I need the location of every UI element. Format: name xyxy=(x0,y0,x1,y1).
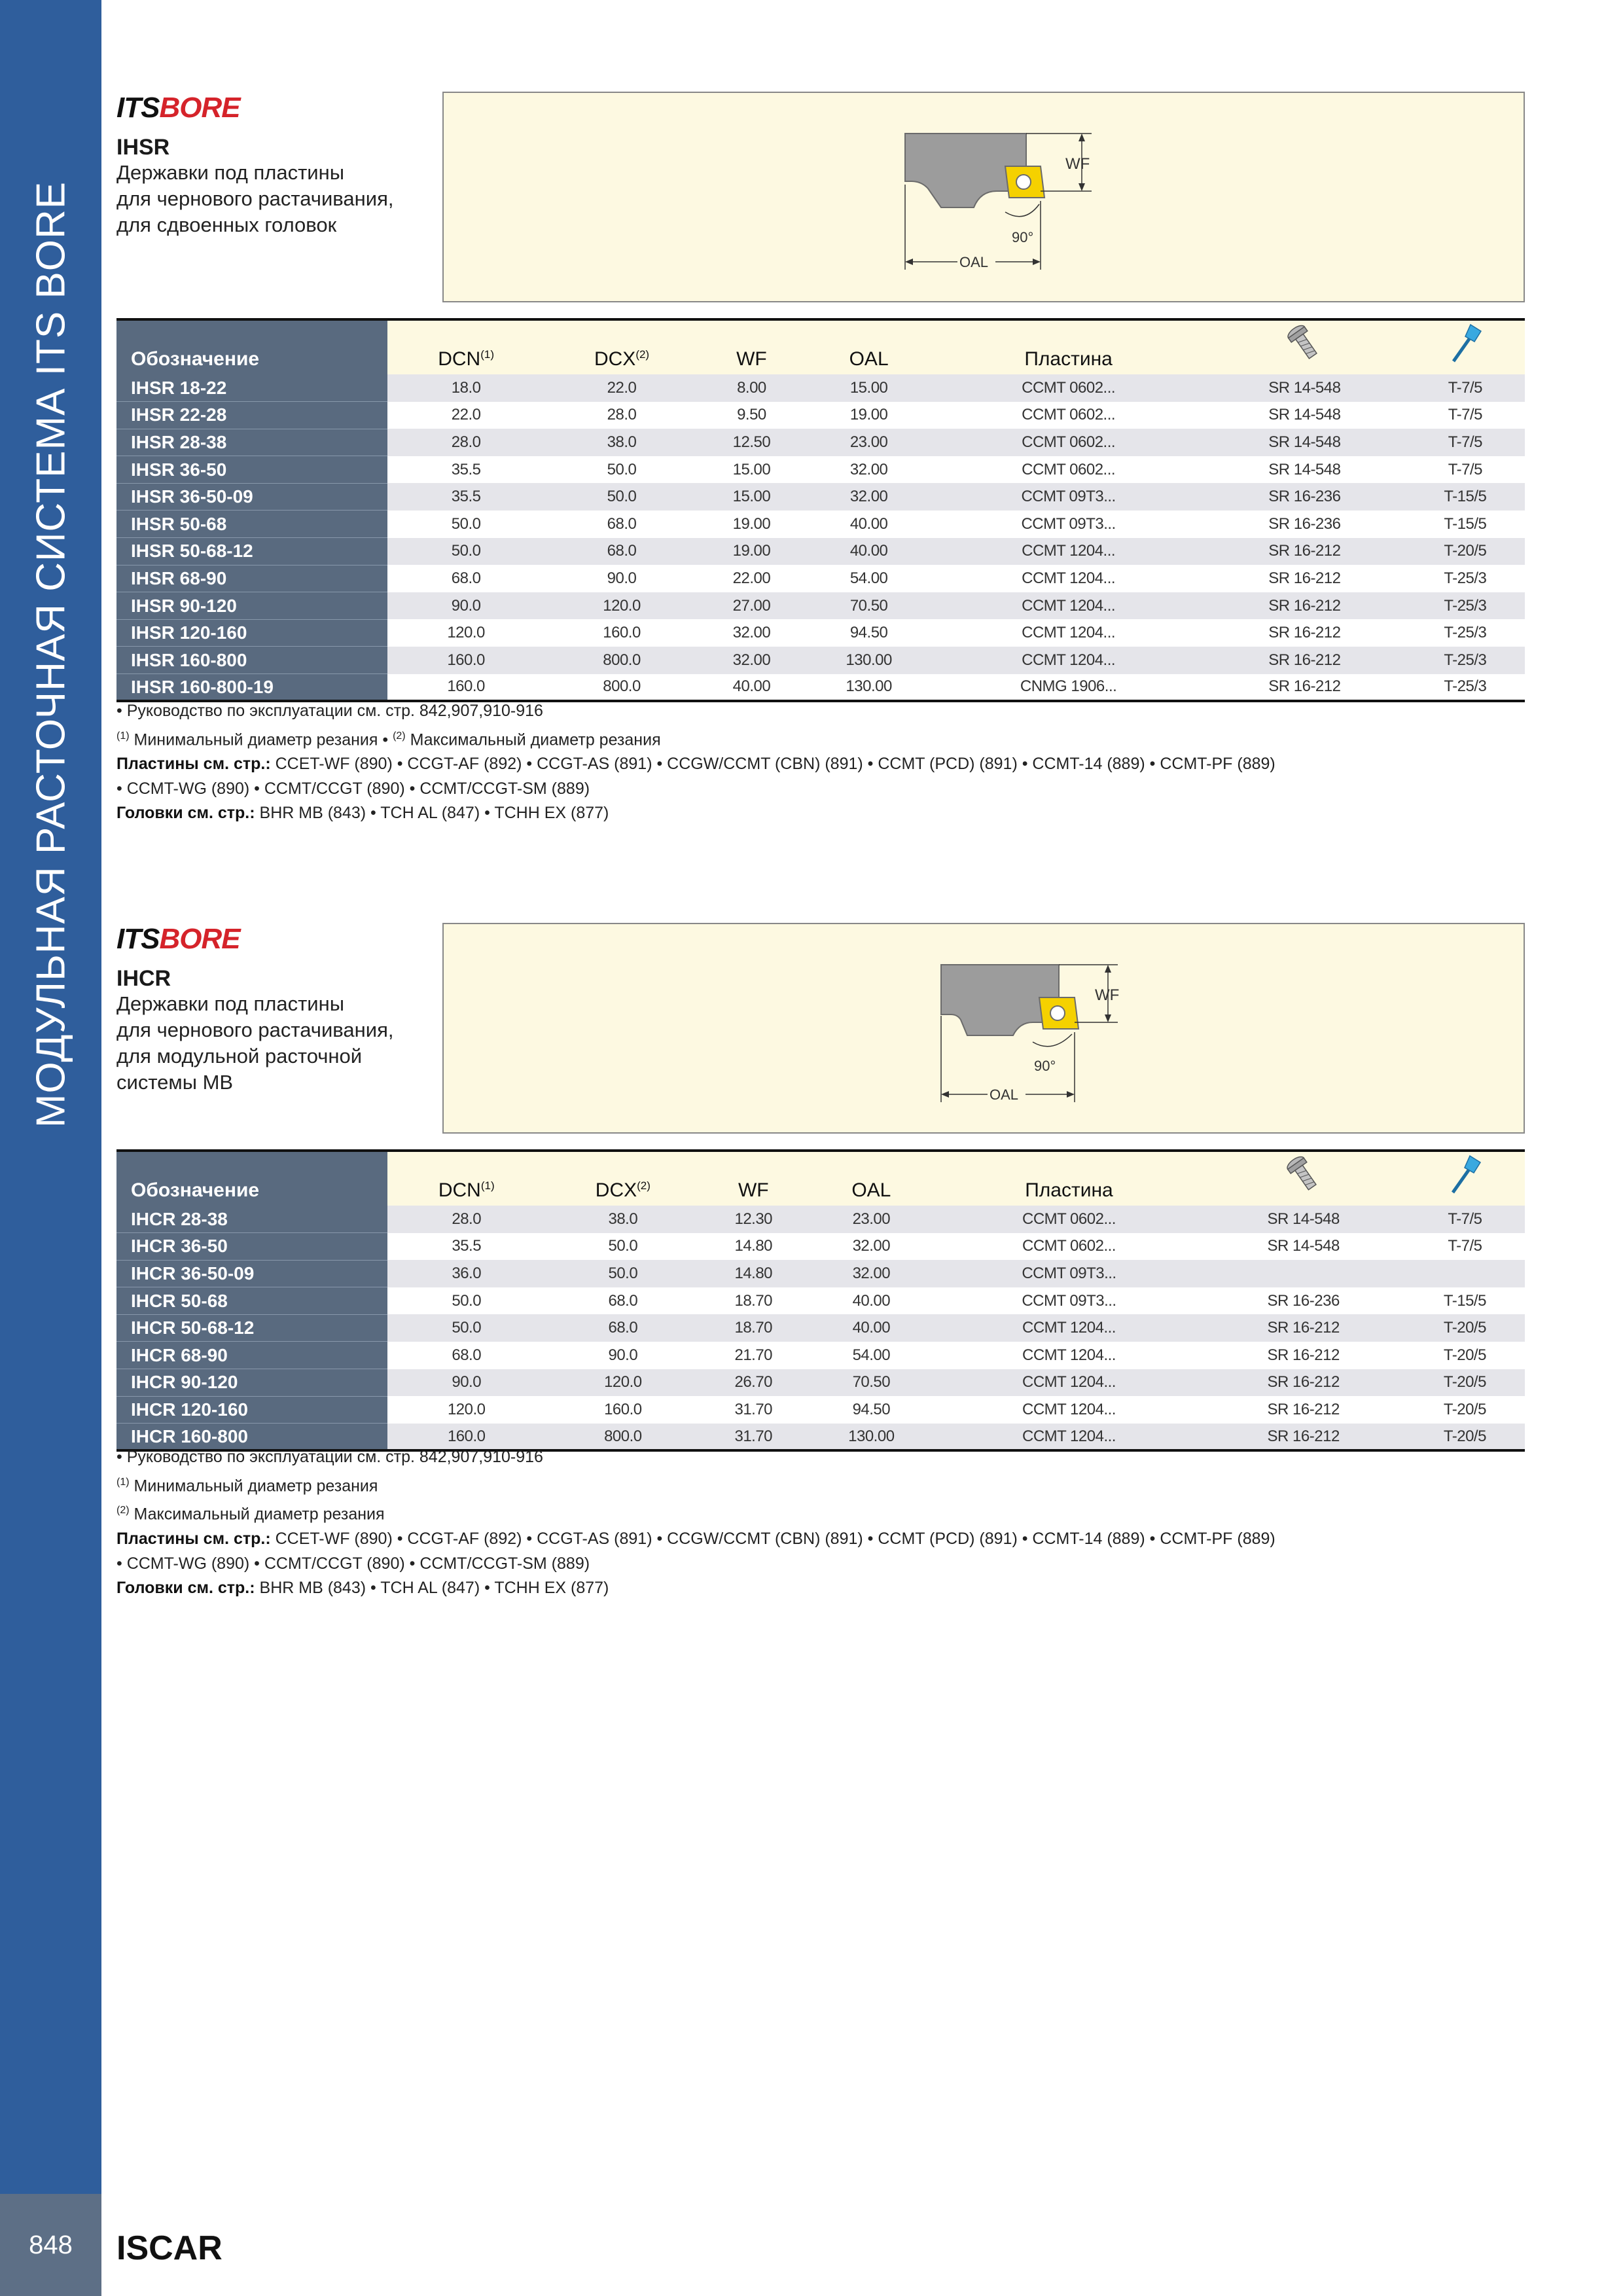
cell: 800.0 xyxy=(544,647,699,674)
cell: 23.00 xyxy=(804,429,933,456)
product-name: IHSR xyxy=(116,135,170,160)
cell: CCMT 09T3... xyxy=(936,1287,1202,1315)
cell: 94.50 xyxy=(806,1396,936,1424)
col-dcn: DCN$^{(1)}$ xyxy=(387,319,544,374)
cell: 32.00 xyxy=(699,647,804,674)
cell: T-20/5 xyxy=(1405,1314,1525,1342)
ihcr-table xyxy=(116,1149,1525,1452)
product-description xyxy=(116,160,444,238)
cell-designation: IHCR 50-68-12 xyxy=(116,1314,387,1342)
cell: SR 16-236 xyxy=(1202,1287,1405,1315)
cell: SR 14-548 xyxy=(1204,374,1406,402)
cell: SR 14-548 xyxy=(1204,429,1406,456)
cell: 50.0 xyxy=(544,456,699,484)
cell: 21.70 xyxy=(700,1342,806,1369)
angle-label: 90° xyxy=(1034,1058,1056,1074)
cell: SR 16-212 xyxy=(1204,565,1406,592)
cell: SR 14-548 xyxy=(1202,1206,1405,1233)
cell: 160.0 xyxy=(387,674,544,702)
cell: 70.50 xyxy=(804,592,933,620)
cell: 19.00 xyxy=(699,538,804,565)
cell: T-15/5 xyxy=(1406,483,1525,511)
cell: 32.00 xyxy=(804,456,933,484)
cell: 800.0 xyxy=(544,674,699,702)
cell: T-15/5 xyxy=(1405,1287,1525,1315)
cell: 40.00 xyxy=(804,538,933,565)
screw-icon xyxy=(1284,1153,1323,1196)
cell: 50.0 xyxy=(387,1314,545,1342)
section-notes xyxy=(116,699,1525,826)
sidebar xyxy=(0,0,101,2296)
table-row xyxy=(116,647,1525,674)
col-designation: Обозначение xyxy=(116,319,387,374)
cell: SR 16-212 xyxy=(1202,1342,1405,1369)
col-wf: WF xyxy=(699,319,804,374)
cell: 68.0 xyxy=(545,1287,700,1315)
cell: 36.0 xyxy=(387,1260,545,1287)
table-row xyxy=(116,1206,1525,1233)
cell: CCMT 1204... xyxy=(936,1369,1202,1397)
cell: T-25/3 xyxy=(1406,619,1525,647)
cell: SR 16-212 xyxy=(1202,1369,1405,1397)
cell: T-20/5 xyxy=(1405,1342,1525,1369)
col-dcx: DCX$^{(2)}$ xyxy=(545,1151,700,1206)
key-icon xyxy=(1446,322,1485,365)
cell-designation: IHCR 50-68 xyxy=(116,1287,387,1315)
table-row xyxy=(116,1233,1525,1261)
logo-part-bore: BORE xyxy=(159,923,240,955)
cell: SR 16-212 xyxy=(1204,538,1406,565)
cell: CCMT 0602... xyxy=(933,402,1204,429)
cell: 32.00 xyxy=(806,1233,936,1261)
insert-hole xyxy=(1050,1006,1065,1020)
table-row xyxy=(116,674,1525,702)
description-line: для чернового растачивания, xyxy=(116,187,394,210)
cell: 54.00 xyxy=(806,1342,936,1369)
cell: CCMT 09T3... xyxy=(933,511,1204,538)
table-row xyxy=(116,565,1525,592)
cell-designation: IHCR 36-50 xyxy=(116,1233,387,1261)
section-notes xyxy=(116,1445,1525,1601)
cell: SR 16-212 xyxy=(1202,1314,1405,1342)
cell: T-20/5 xyxy=(1406,538,1525,565)
col-key xyxy=(1406,319,1525,374)
cell xyxy=(1202,1260,1405,1287)
cell: SR 14-548 xyxy=(1202,1233,1405,1261)
table-header-row xyxy=(116,319,1525,374)
logo-part-its: ITS xyxy=(116,92,160,124)
cell: 15.00 xyxy=(699,456,804,484)
cell: 68.0 xyxy=(544,538,699,565)
cell: 160.0 xyxy=(545,1396,700,1424)
cell: 90.0 xyxy=(545,1342,700,1369)
col-oal: OAL xyxy=(804,319,933,374)
cell: CCMT 1204... xyxy=(933,565,1204,592)
section-ihcr xyxy=(116,923,1525,1610)
table-row xyxy=(116,374,1525,402)
cell: 120.0 xyxy=(387,1396,545,1424)
cell-designation: IHCR 160-800 xyxy=(116,1424,387,1451)
cell: T-25/3 xyxy=(1406,565,1525,592)
cell: CCMT 0602... xyxy=(933,429,1204,456)
cell: SR 16-236 xyxy=(1204,483,1406,511)
cell: 22.0 xyxy=(387,402,544,429)
cell: CCMT 0602... xyxy=(933,456,1204,484)
logo-part-bore: BORE xyxy=(159,92,240,124)
cell: SR 16-212 xyxy=(1202,1396,1405,1424)
cell: T-7/5 xyxy=(1405,1233,1525,1261)
cell: CCMT 1204... xyxy=(933,619,1204,647)
cell: 35.5 xyxy=(387,483,544,511)
table-row xyxy=(116,429,1525,456)
cell: T-7/5 xyxy=(1406,429,1525,456)
table-row xyxy=(116,1369,1525,1397)
cell: T-20/5 xyxy=(1405,1424,1525,1451)
tool-drawing-box xyxy=(442,923,1525,1134)
cell: CCMT 0602... xyxy=(936,1233,1202,1261)
cell: 31.70 xyxy=(700,1396,806,1424)
cell: 23.00 xyxy=(806,1206,936,1233)
col-wf: WF xyxy=(700,1151,806,1206)
cell: 120.0 xyxy=(387,619,544,647)
cell: CCMT 0602... xyxy=(933,374,1204,402)
table-row xyxy=(116,456,1525,484)
table-row xyxy=(116,483,1525,511)
cell: 9.50 xyxy=(699,402,804,429)
table-header-row xyxy=(116,1151,1525,1206)
cell: 800.0 xyxy=(545,1424,700,1451)
description-line: Державки под пластины xyxy=(116,992,344,1015)
cell: 22.0 xyxy=(544,374,699,402)
cell-designation: IHSR 68-90 xyxy=(116,565,387,592)
cell: SR 16-212 xyxy=(1204,674,1406,702)
logo-part-its: ITS xyxy=(116,923,160,955)
cell: 68.0 xyxy=(544,511,699,538)
cell: 18.0 xyxy=(387,374,544,402)
cell xyxy=(1405,1260,1525,1287)
col-oal: OAL xyxy=(806,1151,936,1206)
note-manual: • Руководство по эксплуатации см. стр. 842,907,910-916 xyxy=(116,1448,543,1466)
cell: 50.0 xyxy=(544,483,699,511)
cell: 50.0 xyxy=(545,1233,700,1261)
cell-designation: IHSR 160-800-19 xyxy=(116,674,387,702)
col-insert: Пластина xyxy=(936,1151,1202,1206)
tool-drawing xyxy=(444,93,1526,304)
cell-designation: IHSR 50-68 xyxy=(116,511,387,538)
cell: T-7/5 xyxy=(1406,402,1525,429)
cell-designation: IHSR 90-120 xyxy=(116,592,387,620)
cell: T-7/5 xyxy=(1406,456,1525,484)
cell: CCMT 09T3... xyxy=(933,483,1204,511)
cell: 90.0 xyxy=(544,565,699,592)
description-line: для чернового растачивания, xyxy=(116,1018,394,1041)
cell: CCMT 1204... xyxy=(936,1424,1202,1451)
table-row xyxy=(116,511,1525,538)
cell: 28.0 xyxy=(544,402,699,429)
sidebar-title: МОДУЛЬНАЯ РАСТОЧНАЯ СИСТЕМА ITS BORE xyxy=(28,181,74,1128)
cell: 68.0 xyxy=(545,1314,700,1342)
cell-designation: IHCR 68-90 xyxy=(116,1342,387,1369)
table-row xyxy=(116,402,1525,429)
cell: 90.0 xyxy=(387,1369,545,1397)
description-line: для сдвоенных головок xyxy=(116,213,337,236)
description-line: системы MB xyxy=(116,1071,234,1094)
cell: CNMG 1906... xyxy=(933,674,1204,702)
cell: SR 16-236 xyxy=(1204,511,1406,538)
col-key xyxy=(1405,1151,1525,1206)
insert-hole xyxy=(1016,175,1031,189)
cell: T-7/5 xyxy=(1406,374,1525,402)
cell: 120.0 xyxy=(544,592,699,620)
cell: T-25/3 xyxy=(1406,647,1525,674)
cell: 38.0 xyxy=(544,429,699,456)
product-description xyxy=(116,991,444,1096)
cell: 40.00 xyxy=(806,1287,936,1315)
col-dcn: DCN$^{(1)}$ xyxy=(387,1151,545,1206)
cell: 15.00 xyxy=(699,483,804,511)
ihsr-table xyxy=(116,318,1525,702)
col-dcx: DCX$^{(2)}$ xyxy=(544,319,699,374)
oal-label: OAL xyxy=(959,254,989,270)
cell: 40.00 xyxy=(804,511,933,538)
cell: 12.30 xyxy=(700,1206,806,1233)
cell: 160.0 xyxy=(387,1424,545,1451)
cell: 32.00 xyxy=(804,483,933,511)
brand-logo: ISCAR xyxy=(116,2229,223,2267)
cell: T-7/5 xyxy=(1405,1206,1525,1233)
cell: 31.70 xyxy=(700,1424,806,1451)
col-designation: Обозначение xyxy=(116,1151,387,1206)
product-name: IHCR xyxy=(116,966,171,991)
wf-label: WF xyxy=(1095,986,1120,1004)
note-heads: Головки см. стр.: BHR MB (843) • TCH AL (847) • TCHH EX (877) xyxy=(116,804,609,823)
cell: T-25/3 xyxy=(1406,674,1525,702)
cell-designation: IHSR 36-50-09 xyxy=(116,483,387,511)
cell: 68.0 xyxy=(387,565,544,592)
cell: SR 16-212 xyxy=(1204,647,1406,674)
cell: CCMT 09T3... xyxy=(936,1260,1202,1287)
cell: 94.50 xyxy=(804,619,933,647)
table-row xyxy=(116,619,1525,647)
cell-designation: IHSR 120-160 xyxy=(116,619,387,647)
cell: 130.00 xyxy=(804,647,933,674)
cell: 35.5 xyxy=(387,456,544,484)
cell: 54.00 xyxy=(804,565,933,592)
cell-designation: IHCR 90-120 xyxy=(116,1369,387,1397)
description-line: Державки под пластины xyxy=(116,161,344,184)
note-footnote-2: $^{(2)}$ Максимальный диаметр резания xyxy=(116,1505,385,1524)
cell: 22.00 xyxy=(699,565,804,592)
cell-designation: IHCR 36-50-09 xyxy=(116,1260,387,1287)
note-inserts-cont: • CCMT-WG (890) • CCMT/CCGT (890) • CCMT/CCGT-SM (889) xyxy=(116,779,590,798)
tool-drawing-box xyxy=(442,92,1525,302)
cell: T-20/5 xyxy=(1405,1369,1525,1397)
cell: 160.0 xyxy=(544,619,699,647)
cell: 32.00 xyxy=(699,619,804,647)
cell-designation: IHCR 120-160 xyxy=(116,1396,387,1424)
cell-designation: IHSR 18-22 xyxy=(116,374,387,402)
cell: 40.00 xyxy=(699,674,804,702)
cell: 26.70 xyxy=(700,1369,806,1397)
description-line: для модульной расточной xyxy=(116,1045,363,1067)
cell: T-15/5 xyxy=(1406,511,1525,538)
cell: 38.0 xyxy=(545,1206,700,1233)
table-row xyxy=(116,1396,1525,1424)
cell: 70.50 xyxy=(806,1369,936,1397)
section-ihsr xyxy=(116,92,1525,831)
note-inserts: Пластины см. стр.: CCET-WF (890) • CCGT-AF (892) • CCGT-AS (891) • CCGW/CCMT (CBN) (891) • CCMT (PCD) (891) • CCMT-14 (889) • CCMT-PF (889) xyxy=(116,755,1275,774)
wf-label: WF xyxy=(1065,155,1090,173)
tool-drawing xyxy=(444,924,1526,1135)
cell: 28.0 xyxy=(387,429,544,456)
note-footnotes: $^{(1)}$ Минимальный диаметр резания • $^{(2)}$ Максимальный диаметр резания xyxy=(116,730,661,749)
cell: 15.00 xyxy=(804,374,933,402)
cell: CCMT 1204... xyxy=(933,592,1204,620)
cell: 50.0 xyxy=(387,1287,545,1315)
table-row xyxy=(116,1260,1525,1287)
cell: 120.0 xyxy=(545,1369,700,1397)
table-row xyxy=(116,1342,1525,1369)
cell: CCMT 1204... xyxy=(936,1342,1202,1369)
cell-designation: IHSR 160-800 xyxy=(116,647,387,674)
oal-label: OAL xyxy=(990,1086,1019,1103)
table-row xyxy=(116,538,1525,565)
cell-designation: IHSR 50-68-12 xyxy=(116,538,387,565)
key-icon xyxy=(1445,1153,1484,1196)
note-inserts: Пластины см. стр.: CCET-WF (890) • CCGT-AF (892) • CCGT-AS (891) • CCGW/CCMT (CBN) (891) • CCMT (PCD) (891) • CCMT-14 (889) • CCMT-PF (889) xyxy=(116,1530,1275,1549)
cell: CCMT 1204... xyxy=(933,538,1204,565)
cell: 90.0 xyxy=(387,592,544,620)
cell: 50.0 xyxy=(387,538,544,565)
cell: 160.0 xyxy=(387,647,544,674)
note-heads: Головки см. стр.: BHR MB (843) • TCH AL (847) • TCHH EX (877) xyxy=(116,1579,609,1598)
cell: T-25/3 xyxy=(1406,592,1525,620)
note-inserts-cont: • CCMT-WG (890) • CCMT/CCGT (890) • CCMT/CCGT-SM (889) xyxy=(116,1554,590,1573)
cell: 35.5 xyxy=(387,1233,545,1261)
table-row xyxy=(116,1314,1525,1342)
cell: 40.00 xyxy=(806,1314,936,1342)
cell: SR 14-548 xyxy=(1204,456,1406,484)
cell: 19.00 xyxy=(804,402,933,429)
cell: 130.00 xyxy=(806,1424,936,1451)
col-screw xyxy=(1204,319,1406,374)
cell: SR 16-212 xyxy=(1204,619,1406,647)
note-footnote-1: $^{(1)}$ Минимальный диаметр резания xyxy=(116,1476,378,1495)
col-screw xyxy=(1202,1151,1405,1206)
cell: CCMT 1204... xyxy=(933,647,1204,674)
cell: 50.0 xyxy=(387,511,544,538)
cell: 14.80 xyxy=(700,1260,806,1287)
cell: SR 14-548 xyxy=(1204,402,1406,429)
screw-icon xyxy=(1285,322,1324,365)
table-row xyxy=(116,1287,1525,1315)
cell-designation: IHSR 22-28 xyxy=(116,402,387,429)
cell: 50.0 xyxy=(545,1260,700,1287)
cell: 19.00 xyxy=(699,511,804,538)
cell: CCMT 0602... xyxy=(936,1206,1202,1233)
cell: 12.50 xyxy=(699,429,804,456)
angle-label: 90° xyxy=(1012,229,1034,245)
cell: SR 16-212 xyxy=(1202,1424,1405,1451)
cell: T-20/5 xyxy=(1405,1396,1525,1424)
cell: 8.00 xyxy=(699,374,804,402)
cell-designation: IHCR 28-38 xyxy=(116,1206,387,1233)
cell: 32.00 xyxy=(806,1260,936,1287)
cell: 28.0 xyxy=(387,1206,545,1233)
cell: CCMT 1204... xyxy=(936,1396,1202,1424)
table-row xyxy=(116,592,1525,620)
cell: 130.00 xyxy=(804,674,933,702)
cell: 14.80 xyxy=(700,1233,806,1261)
cell-designation: IHSR 28-38 xyxy=(116,429,387,456)
itsbore-logo xyxy=(116,923,240,955)
cell: SR 16-212 xyxy=(1204,592,1406,620)
page-number: 848 xyxy=(29,2231,73,2259)
cell: 18.70 xyxy=(700,1314,806,1342)
cell: 68.0 xyxy=(387,1342,545,1369)
cell: CCMT 1204... xyxy=(936,1314,1202,1342)
itsbore-logo xyxy=(116,92,240,124)
cell: 27.00 xyxy=(699,592,804,620)
col-insert: Пластина xyxy=(933,319,1204,374)
cell: 18.70 xyxy=(700,1287,806,1315)
cell-designation: IHSR 36-50 xyxy=(116,456,387,484)
note-manual: • Руководство по эксплуатации см. стр. 842,907,910-916 xyxy=(116,702,543,720)
